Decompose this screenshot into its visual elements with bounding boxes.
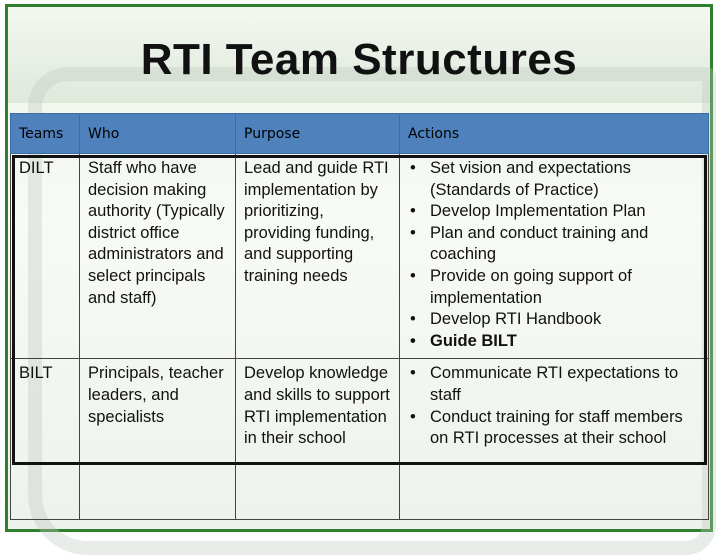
cell-team: DILT: [11, 154, 80, 359]
table-row-bilt: [11, 359, 709, 520]
actions-list: [408, 363, 700, 449]
table-header-row: [11, 114, 709, 154]
cell-who: Principals, teacher leaders, and specialists: [80, 359, 236, 520]
cell-team: BILT: [11, 359, 80, 520]
header-who: Who: [80, 114, 236, 154]
cell-actions: [400, 359, 709, 520]
actions-list: [408, 158, 700, 352]
slide-title: RTI Team Structures: [140, 35, 578, 84]
cell-actions: [400, 154, 709, 359]
table-row-dilt: [11, 154, 709, 359]
header-teams: Teams: [11, 114, 80, 154]
cell-purpose: Develop knowledge and skills to support RTI implementation in their school: [236, 359, 400, 520]
action-item: • Plan and conduct training and coaching: [408, 223, 700, 266]
action-item: • Guide BILT: [408, 331, 700, 353]
action-item: • Set vision and expectations (Standards of Practice): [408, 158, 700, 201]
rti-team-table: [10, 113, 709, 520]
action-item: • Develop Implementation Plan: [408, 201, 700, 223]
header-purpose: Purpose: [236, 114, 400, 154]
action-item: • Develop RTI Handbook: [408, 309, 700, 331]
header-actions: Actions: [400, 114, 709, 154]
action-item: • Communicate RTI expectations to staff: [408, 363, 700, 406]
action-item: • Conduct training for staff members on RTI processes at their school: [408, 407, 700, 450]
cell-who: Staff who have decision making authority (Typically district office administrators and select principals and staff): [80, 154, 236, 359]
action-item: • Provide on going support of implementation: [408, 266, 700, 309]
cell-purpose: Lead and guide RTI implementation by prioritizing, providing funding, and supporting training needs: [236, 154, 400, 359]
